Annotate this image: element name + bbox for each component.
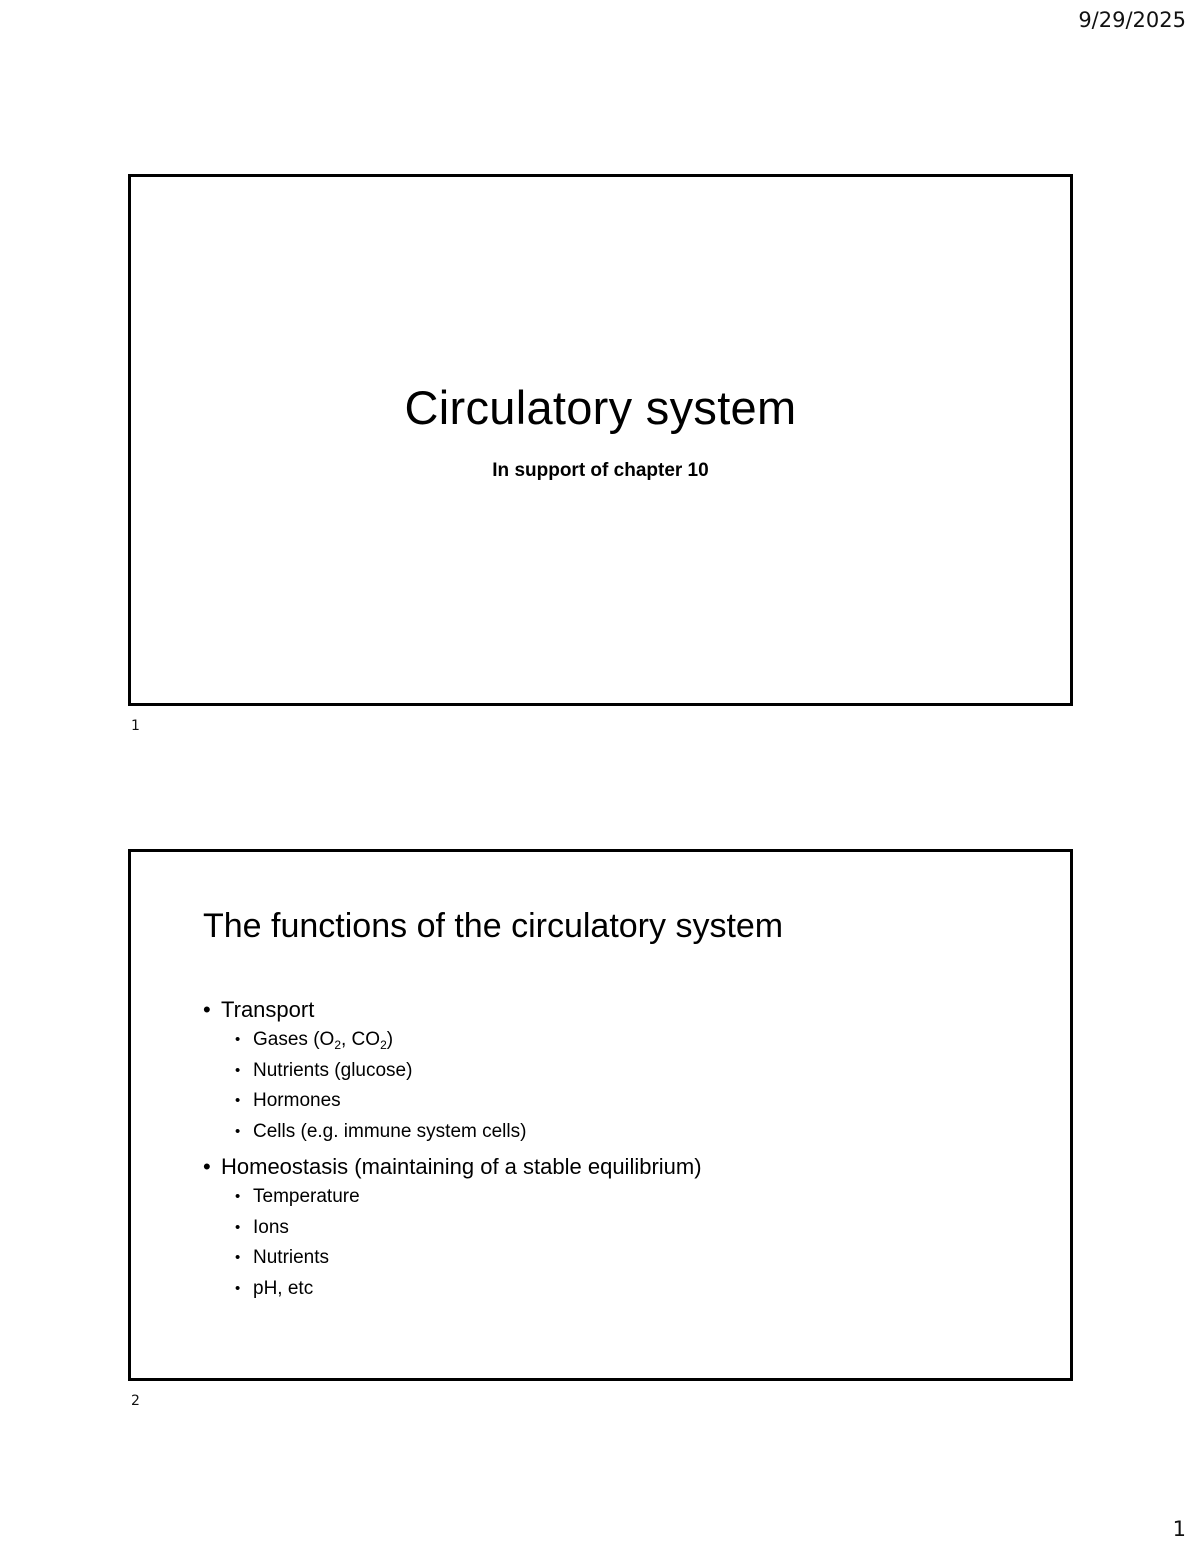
sub-bullet: • Hormones [233, 1086, 1030, 1117]
gases-text-1: Gases (O [253, 1029, 335, 1050]
bullet-homeostasis [199, 1151, 1030, 1182]
gases-text-3: ) [386, 1029, 394, 1050]
bullet-transport [199, 994, 1030, 1025]
print-date: 9/29/2025 [1078, 8, 1186, 32]
slide-subtitle: In support of chapter 10 [492, 460, 709, 481]
subscript: 2 [334, 1038, 341, 1052]
sub-bullet-list [233, 1025, 1030, 1147]
sub-list [199, 1025, 1030, 1147]
sub-bullet: • Ions [233, 1213, 1030, 1244]
bullet-list [199, 994, 1030, 1304]
sub-bullet: • Temperature [233, 1182, 1030, 1213]
sub-bullet: • Nutrients [233, 1243, 1030, 1274]
page-number: 1 [1172, 1517, 1186, 1541]
subscript: 2 [380, 1038, 387, 1052]
bullet-label: Homeostasis (maintaining of a stable equilibrium) [221, 1154, 702, 1179]
slide-title: The functions of the circulatory system [203, 907, 784, 945]
sub-bullet-list [233, 1182, 1030, 1304]
bullet-label: Transport [221, 997, 315, 1022]
slide-2-content [128, 849, 1073, 1381]
slide-number: 2 [131, 1393, 140, 1409]
sub-bullet-gases [233, 1025, 1030, 1056]
slide-1-title [128, 174, 1073, 706]
slide-title: Circulatory system [404, 381, 797, 434]
slide-number: 1 [131, 718, 140, 734]
gases-text-2: , CO [341, 1029, 381, 1050]
sub-list [199, 1182, 1030, 1304]
sub-bullet: • Nutrients (glucose) [233, 1056, 1030, 1087]
sub-bullet: • pH, etc [233, 1274, 1030, 1305]
sub-bullet: • Cells (e.g. immune system cells) [233, 1117, 1030, 1148]
